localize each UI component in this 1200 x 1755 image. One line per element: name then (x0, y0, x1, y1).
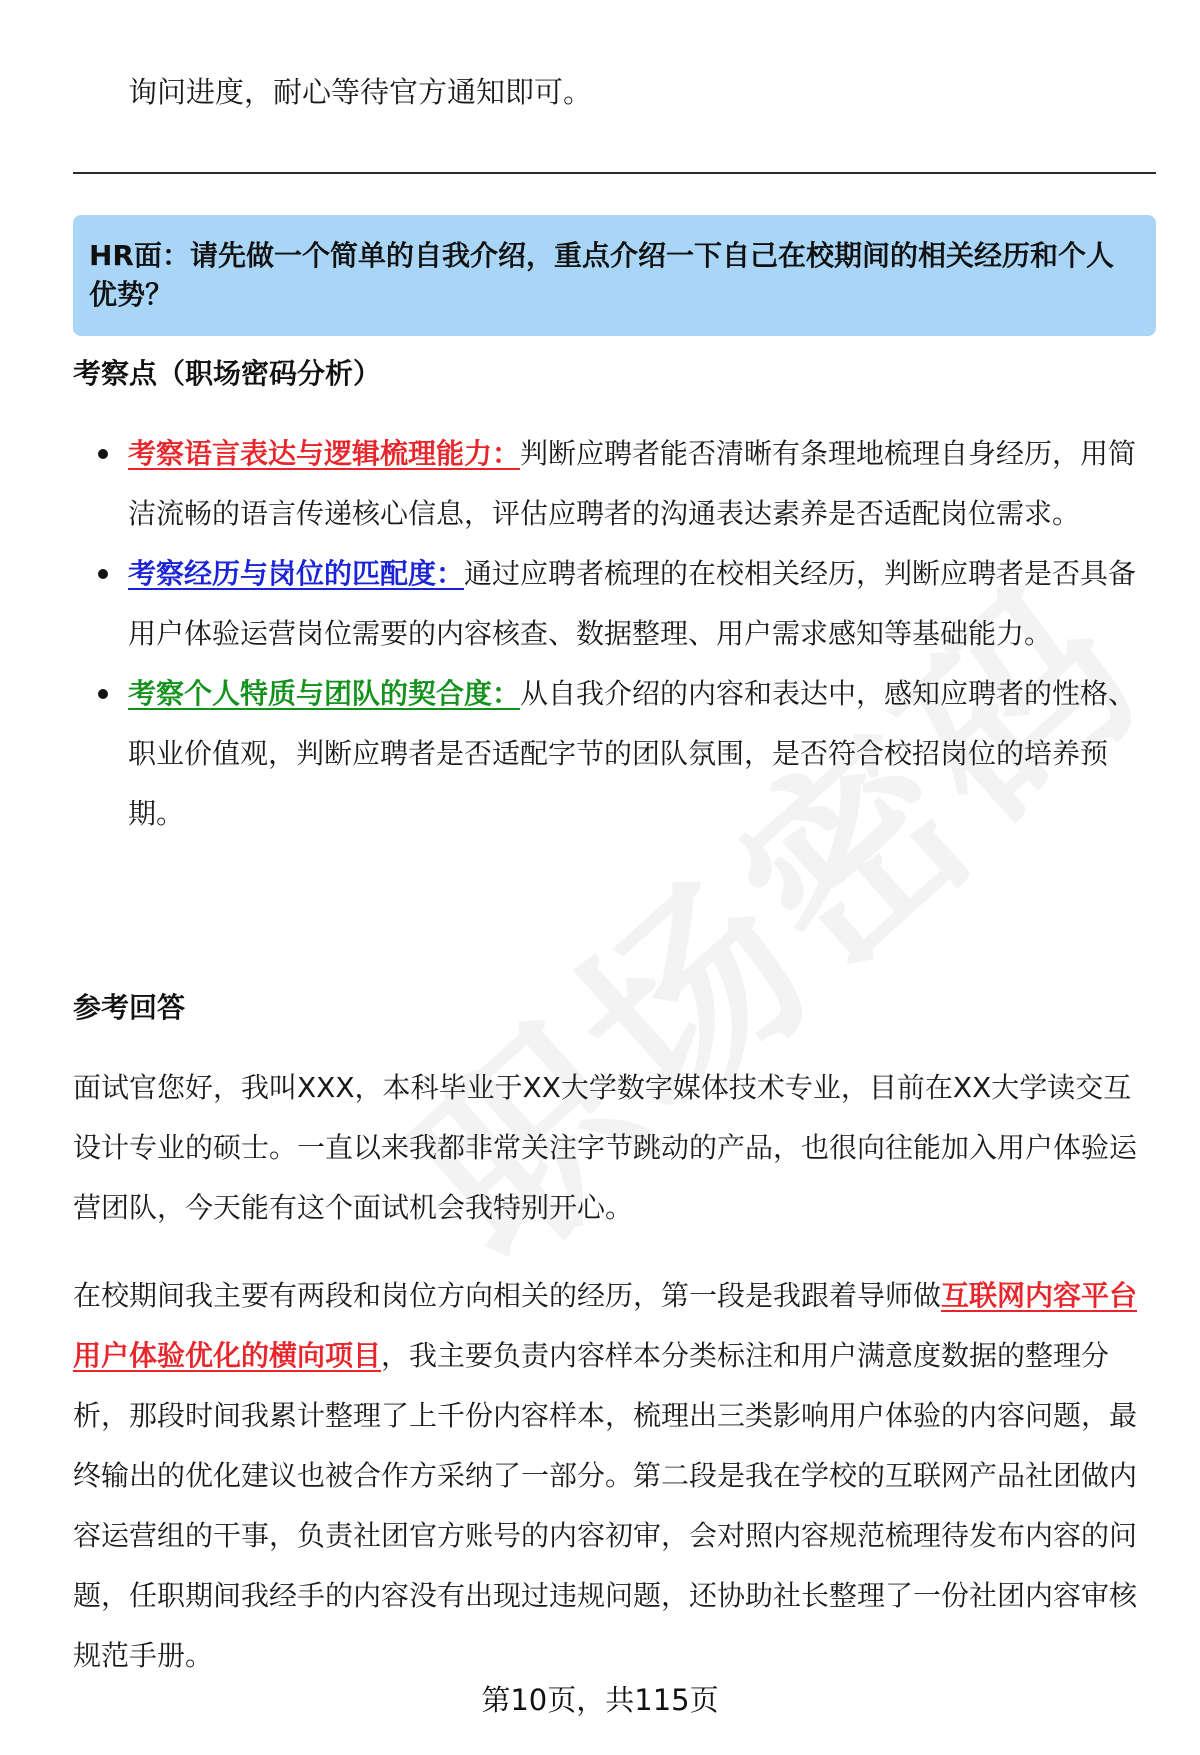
continued-text: 询问进度，耐心等待官方通知即可。 (128, 75, 593, 109)
list-item (73, 424, 1158, 544)
section-divider (73, 172, 1156, 174)
bullet-dot-icon (98, 569, 108, 579)
question-box (73, 215, 1156, 336)
bullet-dot-icon (98, 449, 108, 459)
keypoint-text: 通过应聘者梳理的在校相关经历，判断应聘者是否具备用户体验运营岗位需要的内容核查、数据整理、用户需求感知等基础能力。 (128, 557, 1137, 650)
list-item (73, 664, 1158, 844)
keypoint-label: 考察经历与岗位的匹配度： (128, 557, 465, 590)
page-number: 第10页，共115页 (481, 1683, 719, 1717)
keypoint-label: 考察语言表达与逻辑梳理能力： (128, 437, 521, 470)
keypoint-text: 从自我介绍的内容和表达中，感知应聘者的性格、职业价值观，判断应聘者是否适配字节的团队氛围，是否符合校招岗位的培养预期。 (128, 677, 1137, 830)
bullet-dot-icon (98, 689, 108, 699)
answer-text: ，我主要负责内容样本分类标注和用户满意度数据的整理分析，那段时间我累计整理了上千份内容样本，梳理出三类影响用户体验的内容问题，最终输出的优化建议也被合作方采纳了一部分。第二段是我在学校的互联网产品社团做内容运营组的干事，负责社团官方账号的内容初审，会对照内容规范梳理待发布内容的问题，任职期间我经手的内容没有出现过违规问题，还协助社长整理了一份社团内容审核规范手册。 (73, 1339, 1138, 1672)
answer-text: 在校期间我主要有两段和岗位方向相关的经历，第一段是我跟着导师做 (73, 1279, 942, 1312)
analysis-title: 考察点（职场密码分析） (73, 357, 382, 390)
answer-paragraph (73, 1266, 1158, 1686)
list-item (73, 544, 1158, 664)
keypoint-text: 判断应聘者能否清晰有条理地梳理自身经历，用简洁流畅的语言传递核心信息，评估应聘者的沟通表达素养是否适配岗位需求。 (128, 437, 1137, 530)
keypoint-label: 考察个人特质与团队的契合度： (128, 677, 521, 710)
answer-paragraph: 面试官您好，我叫XXX，本科毕业于XX大学数字媒体技术专业，目前在XX大学读交互设计专业的硕士。一直以来我都非常关注字节跳动的产品，也很向往能加入用户体验运营团队，今天能有这个面试机会我特别开心。 (73, 1071, 1138, 1224)
analysis-list (73, 424, 1158, 844)
highlight-project: 互联网内容平台用户体验优化的横向项目 (73, 1279, 1138, 1372)
question-text: HR面：请先做一个简单的自我介绍，重点介绍一下自己在校期间的相关经历和个人优势？ (89, 239, 1114, 311)
answer-title: 参考回答 (73, 991, 186, 1024)
